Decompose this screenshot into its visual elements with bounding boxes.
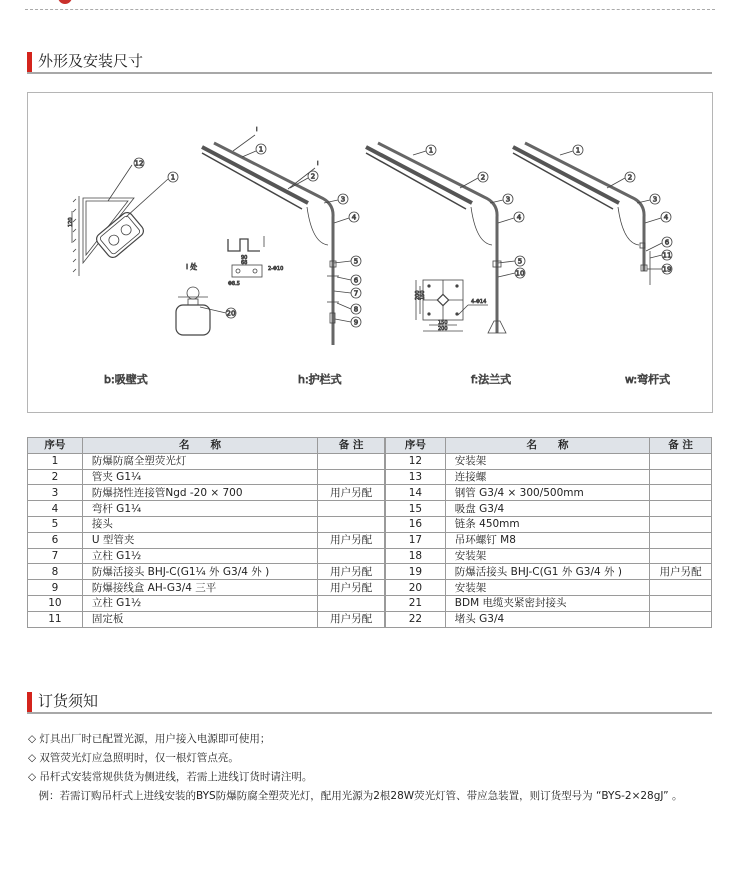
top-divider [25,9,715,10]
cell-name: 固定板 [82,611,317,627]
cell-note [318,516,385,532]
section-header-dimensions [27,52,712,74]
col-header-no: 序号 [386,438,446,454]
note-item: ◇ 双管荧光灯应急照明时，仅一根灯管点亮。 [28,752,239,764]
dimension-label: 90 [241,255,248,261]
table-row [386,516,712,532]
table-row [386,469,712,485]
table-row [386,595,712,611]
note-example: 例：若需订购吊杆式上进线安装的BYS防爆防腐全塑荧光灯，配用光源为2根28W荧光灯管、带应急装置，则订货型号为 “BYS-2×28gJ” 。 [28,790,683,802]
caption-guardrail-mount: h:护栏式 [298,373,342,386]
caption-wall-mount: b:吸壁式 [104,373,148,386]
table-row [28,501,385,517]
callout-number: 4 [663,213,669,222]
cell-note [650,516,712,532]
dimension-label: 2-Φ10 [268,266,284,272]
cell-name: 管夹 G1¼ [82,469,317,485]
cell-note [650,501,712,517]
table-row [386,580,712,596]
cell-name: 堵头 G3/4 [445,611,649,627]
col-header-name: 名 称 [445,438,649,454]
cell-no: 4 [28,501,83,517]
cell-name: 防爆挠性连接管Ngd -20 × 700 [82,485,317,501]
callout-number: 12 [134,159,144,168]
callout-number: 1 [258,145,264,154]
cell-note: 用户另配 [318,580,385,596]
col-header-note: 备 注 [318,438,385,454]
table-row [28,564,385,580]
table-row [386,564,712,580]
cell-no: 2 [28,469,83,485]
cell-name: U 型管夹 [82,532,317,548]
cell-name: 弯杆 G1¼ [82,501,317,517]
cell-no: 8 [28,564,83,580]
callout-number: 3 [652,195,658,204]
callout-number: 9 [353,318,359,327]
installation-diagram [27,92,713,413]
callout-number: 20 [226,309,236,318]
callout-number: 8 [353,305,359,314]
table-row [28,611,385,627]
cell-no: 12 [386,453,446,469]
table-row [28,532,385,548]
cell-note [318,469,385,485]
cell-name: 安装架 [445,453,649,469]
cell-note [650,580,712,596]
cell-note [650,453,712,469]
note-item: ◇ 灯具出厂时已配置光源，用户接入电源即可使用； [28,733,271,745]
dimension-label: 68 [241,260,248,266]
table-row [386,485,712,501]
dimension-label: 200 [438,326,448,332]
table-row [386,548,712,564]
dimension-label: 120 [68,217,74,227]
parts-table-right [385,437,712,628]
cell-no: 19 [386,564,446,580]
cell-no: 1 [28,453,83,469]
ordering-notes [28,730,718,806]
cell-note [318,595,385,611]
callout-number: 5 [517,257,523,266]
table-row [28,548,385,564]
wall-mount-drawing [68,158,178,386]
cell-no: 20 [386,580,446,596]
table-row [28,453,385,469]
callout-number: 11 [662,251,672,260]
cell-name: 立柱 G1½ [82,595,317,611]
cell-no: 11 [28,611,83,627]
dimension-label: 150 [420,290,426,300]
cell-name: 安装架 [445,548,649,564]
table-row [28,516,385,532]
table-header-row [28,438,385,454]
callouts-w [560,145,672,274]
section-title: 外形及安装尺寸 [38,52,144,70]
cell-name: 安装架 [445,580,649,596]
cell-name: 接头 [82,516,317,532]
callouts-h [242,144,361,327]
cell-name: 防爆活接头 BHJ-C(G1¼ 外 G3/4 外 ) [82,564,317,580]
cell-note [318,501,385,517]
cell-no: 7 [28,548,83,564]
cell-note [650,532,712,548]
dimension-label: 150 [438,320,448,326]
cell-no: 13 [386,469,446,485]
callout-number: 1 [170,173,176,182]
cell-note: 用户另配 [318,485,385,501]
cell-note [318,548,385,564]
callouts-f [413,145,525,278]
callout-number: 6 [353,276,359,285]
table-row [386,501,712,517]
cell-note: 用户另配 [318,532,385,548]
callout-number: 2 [627,173,633,182]
cell-name: 钢管 G3/4 × 300/500mm [445,485,649,501]
callout-number: 7 [353,289,359,298]
section-mark: I [317,161,319,167]
callout-number: 1 [575,146,581,155]
callout-number: 4 [351,213,357,222]
flange-mount-drawing [366,143,525,386]
caption-flange-mount: f:法兰式 [471,373,512,386]
cell-no: 17 [386,532,446,548]
cell-note [650,469,712,485]
callout-number: 3 [340,195,346,204]
cell-note [650,485,712,501]
detail-label: I 处 [186,263,198,271]
table-row [28,595,385,611]
cell-no: 3 [28,485,83,501]
callout-number: 10 [515,269,525,278]
cell-no: 14 [386,485,446,501]
cell-no: 6 [28,532,83,548]
section-mark: I [256,127,258,133]
cell-note [650,548,712,564]
cell-no: 9 [28,580,83,596]
top-ornament [58,0,72,4]
cell-no: 10 [28,595,83,611]
col-header-note: 备 注 [650,438,712,454]
table-row [386,611,712,627]
parts-table-left [27,437,385,628]
section-marker [27,52,32,72]
guardrail-mount-drawing [176,127,361,386]
col-header-no: 序号 [28,438,83,454]
cell-name: 连接螺 [445,469,649,485]
callout-number: 19 [662,265,672,274]
cell-no: 15 [386,501,446,517]
cell-note [650,595,712,611]
section-header-ordering [27,692,712,714]
cell-name: 防爆接线盒 AH-G3/4 三平 [82,580,317,596]
cell-name: 防爆防腐全塑荧光灯 [82,453,317,469]
table-row [28,469,385,485]
cell-note: 用户另配 [318,611,385,627]
table-header-row [386,438,712,454]
dimension-label: Φ8.5 [228,281,240,287]
cell-name: 吸盘 G3/4 [445,501,649,517]
cell-note [650,611,712,627]
cell-note [318,453,385,469]
section-title: 订货须知 [38,692,99,710]
callout-number: 4 [516,213,522,222]
table-row [28,580,385,596]
callout-number: 5 [353,257,359,266]
table-row [28,485,385,501]
section-marker [27,692,32,712]
cell-no: 18 [386,548,446,564]
col-header-name: 名 称 [82,438,317,454]
callout-number: 6 [664,238,670,247]
callout-number: 2 [480,173,486,182]
cell-note: 用户另配 [318,564,385,580]
bent-pole-mount-drawing [513,143,672,386]
cell-no: 21 [386,595,446,611]
callout-number: 3 [505,195,511,204]
dimension-label: 200 [415,290,421,300]
callout-number: 2 [310,172,316,181]
cell-name: 吊环螺钉 M8 [445,532,649,548]
cell-no: 16 [386,516,446,532]
callout-number: 1 [428,146,434,155]
cell-no: 22 [386,611,446,627]
caption-bent-pole-mount: w:弯杆式 [625,373,671,386]
cell-note: 用户另配 [650,564,712,580]
note-item: ◇ 吊杆式安装常规供货为侧进线，若需上进线订货时请注明。 [28,771,313,783]
table-row [386,453,712,469]
cell-name: 链条 450mm [445,516,649,532]
dimension-label: 4-Φ14 [471,299,487,305]
cell-name: 立柱 G1½ [82,548,317,564]
cell-name: BDM 电缆夹紧密封接头 [445,595,649,611]
table-row [386,532,712,548]
cell-name: 防爆活接头 BHJ-C(G1 外 G3/4 外 ) [445,564,649,580]
cell-no: 5 [28,516,83,532]
